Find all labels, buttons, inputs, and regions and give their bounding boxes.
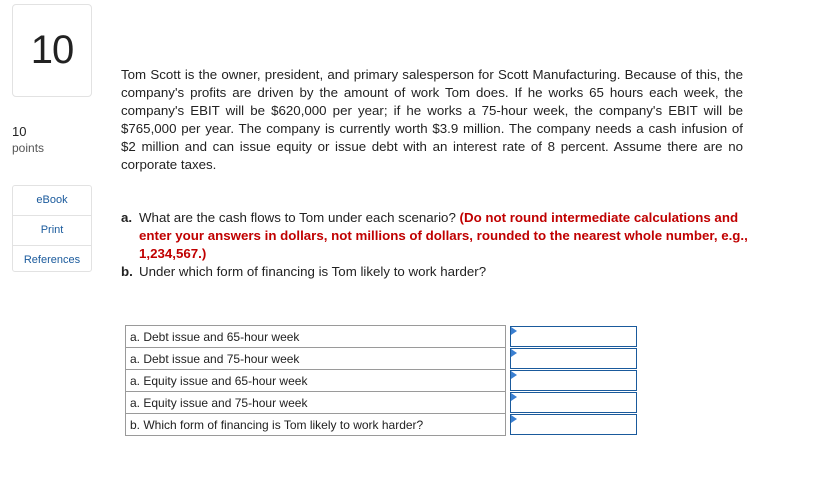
debt-75-hour-input[interactable] — [510, 348, 637, 369]
arrow-marker-icon — [511, 349, 517, 357]
arrow-marker-icon — [511, 393, 517, 401]
answer-cell — [510, 348, 637, 370]
table-row — [126, 326, 637, 348]
points-label: points — [12, 141, 45, 155]
part-a-text: What are the cash flows to Tom under each scenario? — [139, 210, 456, 225]
part-a-content — [139, 209, 751, 263]
answer-table — [125, 325, 637, 436]
equity-75-hour-input[interactable] — [510, 392, 637, 413]
answer-cell — [510, 370, 637, 392]
equity-65-hour-input[interactable] — [510, 370, 637, 391]
table-row — [126, 348, 637, 370]
part-a-label: a. — [121, 210, 133, 225]
answer-label: a. Debt issue and 65-hour week — [126, 326, 506, 348]
question-text: Tom Scott is the owner, president, and primary salesperson for Scott Manufacturing. Because of this, the company's profits are driven by the amount of work Tom does. If he works 65 hours each week, the company's EBIT will be $620,000 per year; if he works a 75-hour week, the company's EBIT will be $765,000 per year. The company is currently worth $3.9 million. The company needs a cash infusion of $2 million and can issue equity or issue debt with an interest rate of 8 percent. Assume there are no corporate taxes. — [121, 67, 743, 172]
question-parts — [121, 209, 751, 281]
answer-label: a. Equity issue and 65-hour week — [126, 370, 506, 392]
table-row — [126, 414, 637, 436]
part-b — [121, 263, 751, 281]
question-number-box — [12, 4, 92, 97]
part-a — [121, 209, 751, 263]
arrow-marker-icon — [511, 371, 517, 379]
part-b-text: Under which form of financing is Tom likely to work harder? — [139, 264, 487, 279]
answer-cell — [510, 414, 637, 436]
question-number: 10 — [30, 28, 74, 72]
points-value: 10 — [12, 124, 27, 139]
part-b-label: b. — [121, 264, 133, 279]
financing-form-input[interactable] — [510, 414, 637, 435]
sidebar-links — [12, 185, 92, 272]
arrow-marker-icon — [511, 327, 517, 335]
print-link[interactable]: Print — [13, 216, 91, 246]
arrow-marker-icon — [511, 415, 517, 423]
table-row — [126, 392, 637, 414]
part-a-instruction: (Do not round intermediate calculations and enter your answers in dollars, not millions of dollars, rounded to the nearest whole number, e.g., 1,234,567.) — [139, 210, 748, 261]
answer-label: a. Equity issue and 75-hour week — [126, 392, 506, 414]
table-row — [126, 370, 637, 392]
answer-label: a. Debt issue and 75-hour week — [126, 348, 506, 370]
answer-cell — [510, 326, 637, 348]
ebook-link[interactable]: eBook — [13, 186, 91, 216]
answer-cell — [510, 392, 637, 414]
debt-65-hour-input[interactable] — [510, 326, 637, 347]
references-link[interactable]: References — [23, 254, 81, 266]
answer-label: b. Which form of financing is Tom likely to work harder? — [126, 414, 506, 436]
